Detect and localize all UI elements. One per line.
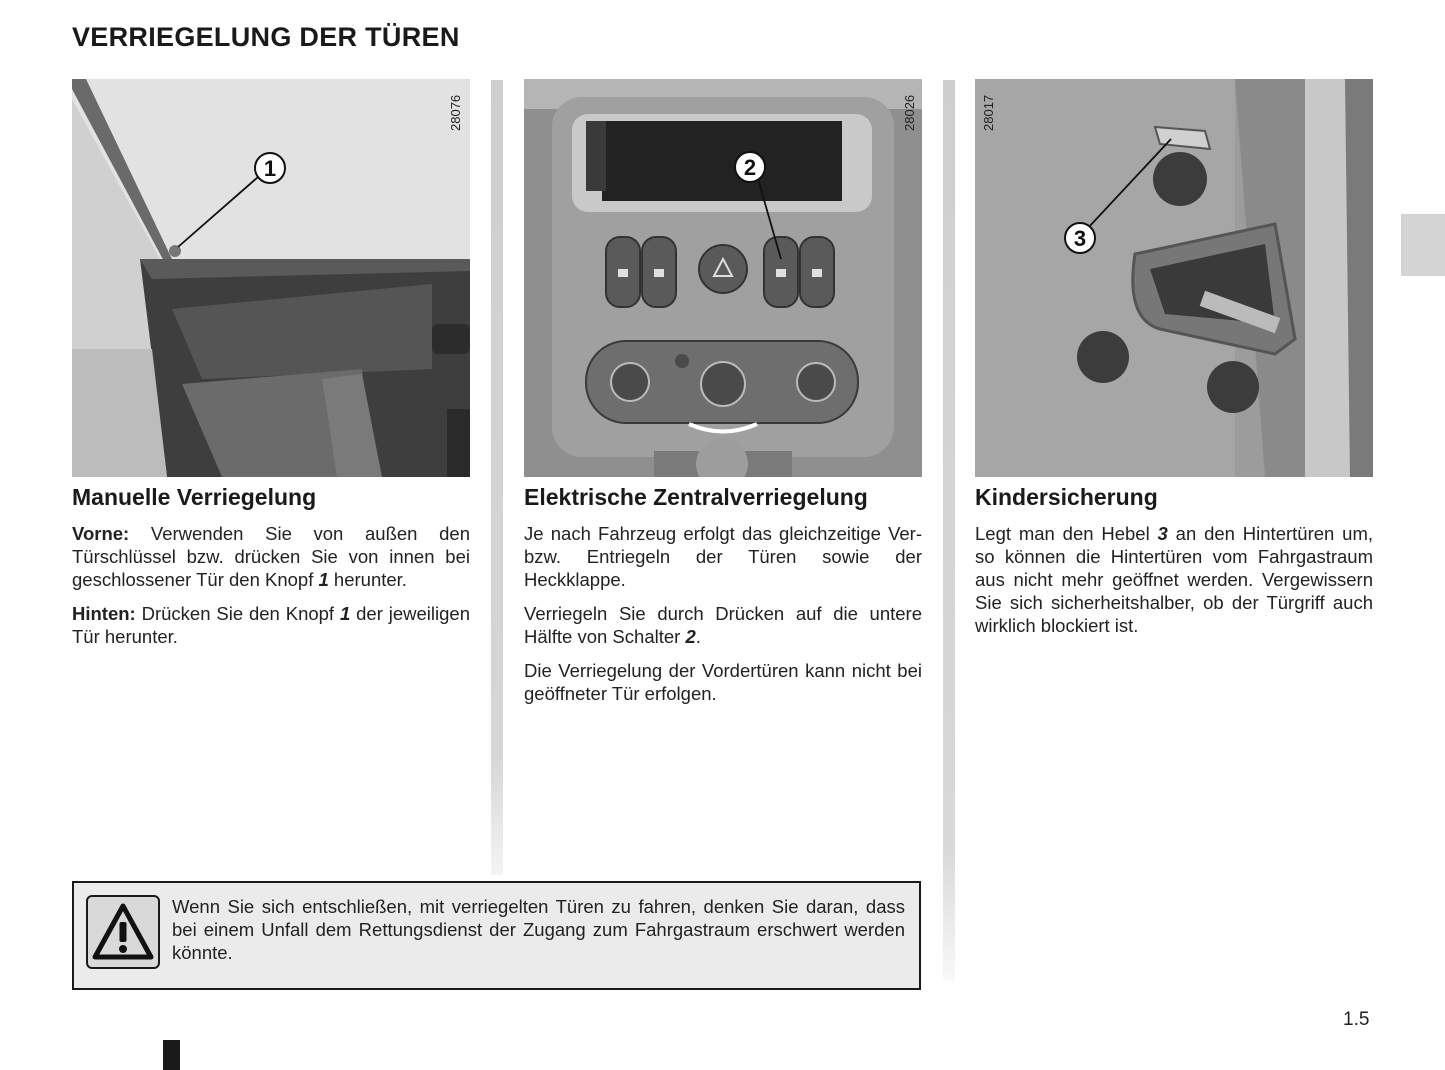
paragraph-text: herunter. <box>328 569 407 590</box>
callout-3: 3 <box>1073 226 1087 251</box>
paragraph <box>975 522 1373 637</box>
figure-ref-code: 28076 <box>448 94 463 131</box>
paragraph: Je nach Fahrzeug erfolgt das gleichzeitige Ver- bzw. Entriegeln der Türen sowie der Heckklappe. <box>524 523 922 590</box>
paragraph-rear <box>72 602 470 648</box>
warning-box <box>72 881 921 990</box>
warning-text: Wenn Sie sich entschließen, mit verriegelten Türen zu fahren, denken Sie daran, dass bei einem Unfall dem Rettungsdienst der Zugang zum Fahrgastraum erschwert werden könnte. <box>172 896 905 963</box>
label-front: Vorne: <box>72 523 130 544</box>
door-illustration <box>72 79 470 477</box>
paragraph-text: . <box>695 626 701 647</box>
section-child-safety <box>975 482 1373 648</box>
column-divider <box>943 80 955 980</box>
callout-2: 2 <box>743 155 757 180</box>
section-heading: Elektrische Zentralverriegelung <box>524 484 868 510</box>
paragraph <box>524 602 922 648</box>
ref-number: 2 <box>685 626 696 647</box>
label-rear: Hinten: <box>72 603 136 624</box>
section-heading: Kindersicherung <box>975 484 1158 510</box>
ref-number: 3 <box>1157 523 1168 544</box>
latch-illustration <box>975 79 1373 477</box>
dashboard-illustration <box>524 79 922 477</box>
figure-child-safety-lever <box>975 79 1373 477</box>
section-heading: Manuelle Verriegelung <box>72 484 317 510</box>
column-divider <box>491 80 503 875</box>
print-mark <box>163 1040 180 1070</box>
figure-ref-code: 28026 <box>902 94 917 131</box>
paragraph-text: der jeweiligen Tür herunter. <box>72 603 470 647</box>
paragraph-text: Verriegeln Sie durch Drücken auf die untere Hälfte von Schalter <box>524 603 922 647</box>
callout-1: 1 <box>263 156 277 181</box>
chapter-tab <box>1401 214 1445 276</box>
ref-number: 1 <box>339 603 351 624</box>
paragraph: Die Verriegelung der Vordertüren kann nicht bei geöffneter Tür erfolgen. <box>524 660 922 704</box>
paragraph-front <box>72 522 470 591</box>
figure-door-lock-knob <box>72 79 470 477</box>
paragraph-text: Verwenden Sie von außen den Türschlüssel bzw. drücken Sie von innen bei geschlossener Tür den Knopf <box>72 523 470 590</box>
figure-central-locking-switch <box>524 79 922 477</box>
paragraph-text: an den Hintertüren um, so können die Hintertüren vom Fahrgastraum aus nicht mehr geöffnet werden. Vergewissern Sie sich sicherheitshalber, ob der Türgriff auch wirklich blockiert ist. <box>975 523 1373 636</box>
paragraph-text: Legt man den Hebel <box>975 523 1158 544</box>
section-manual-locking <box>72 482 470 659</box>
page-number: 1.5 <box>1343 1009 1370 1030</box>
figure-ref-code: 28017 <box>981 94 996 131</box>
ref-number: 1 <box>318 569 329 590</box>
section-central-locking <box>524 482 922 716</box>
paragraph-text: Drücken Sie den Knopf <box>135 603 340 624</box>
page-title: VERRIEGELUNG DER TÜREN <box>72 22 460 52</box>
warning-triangle-icon <box>86 895 160 969</box>
